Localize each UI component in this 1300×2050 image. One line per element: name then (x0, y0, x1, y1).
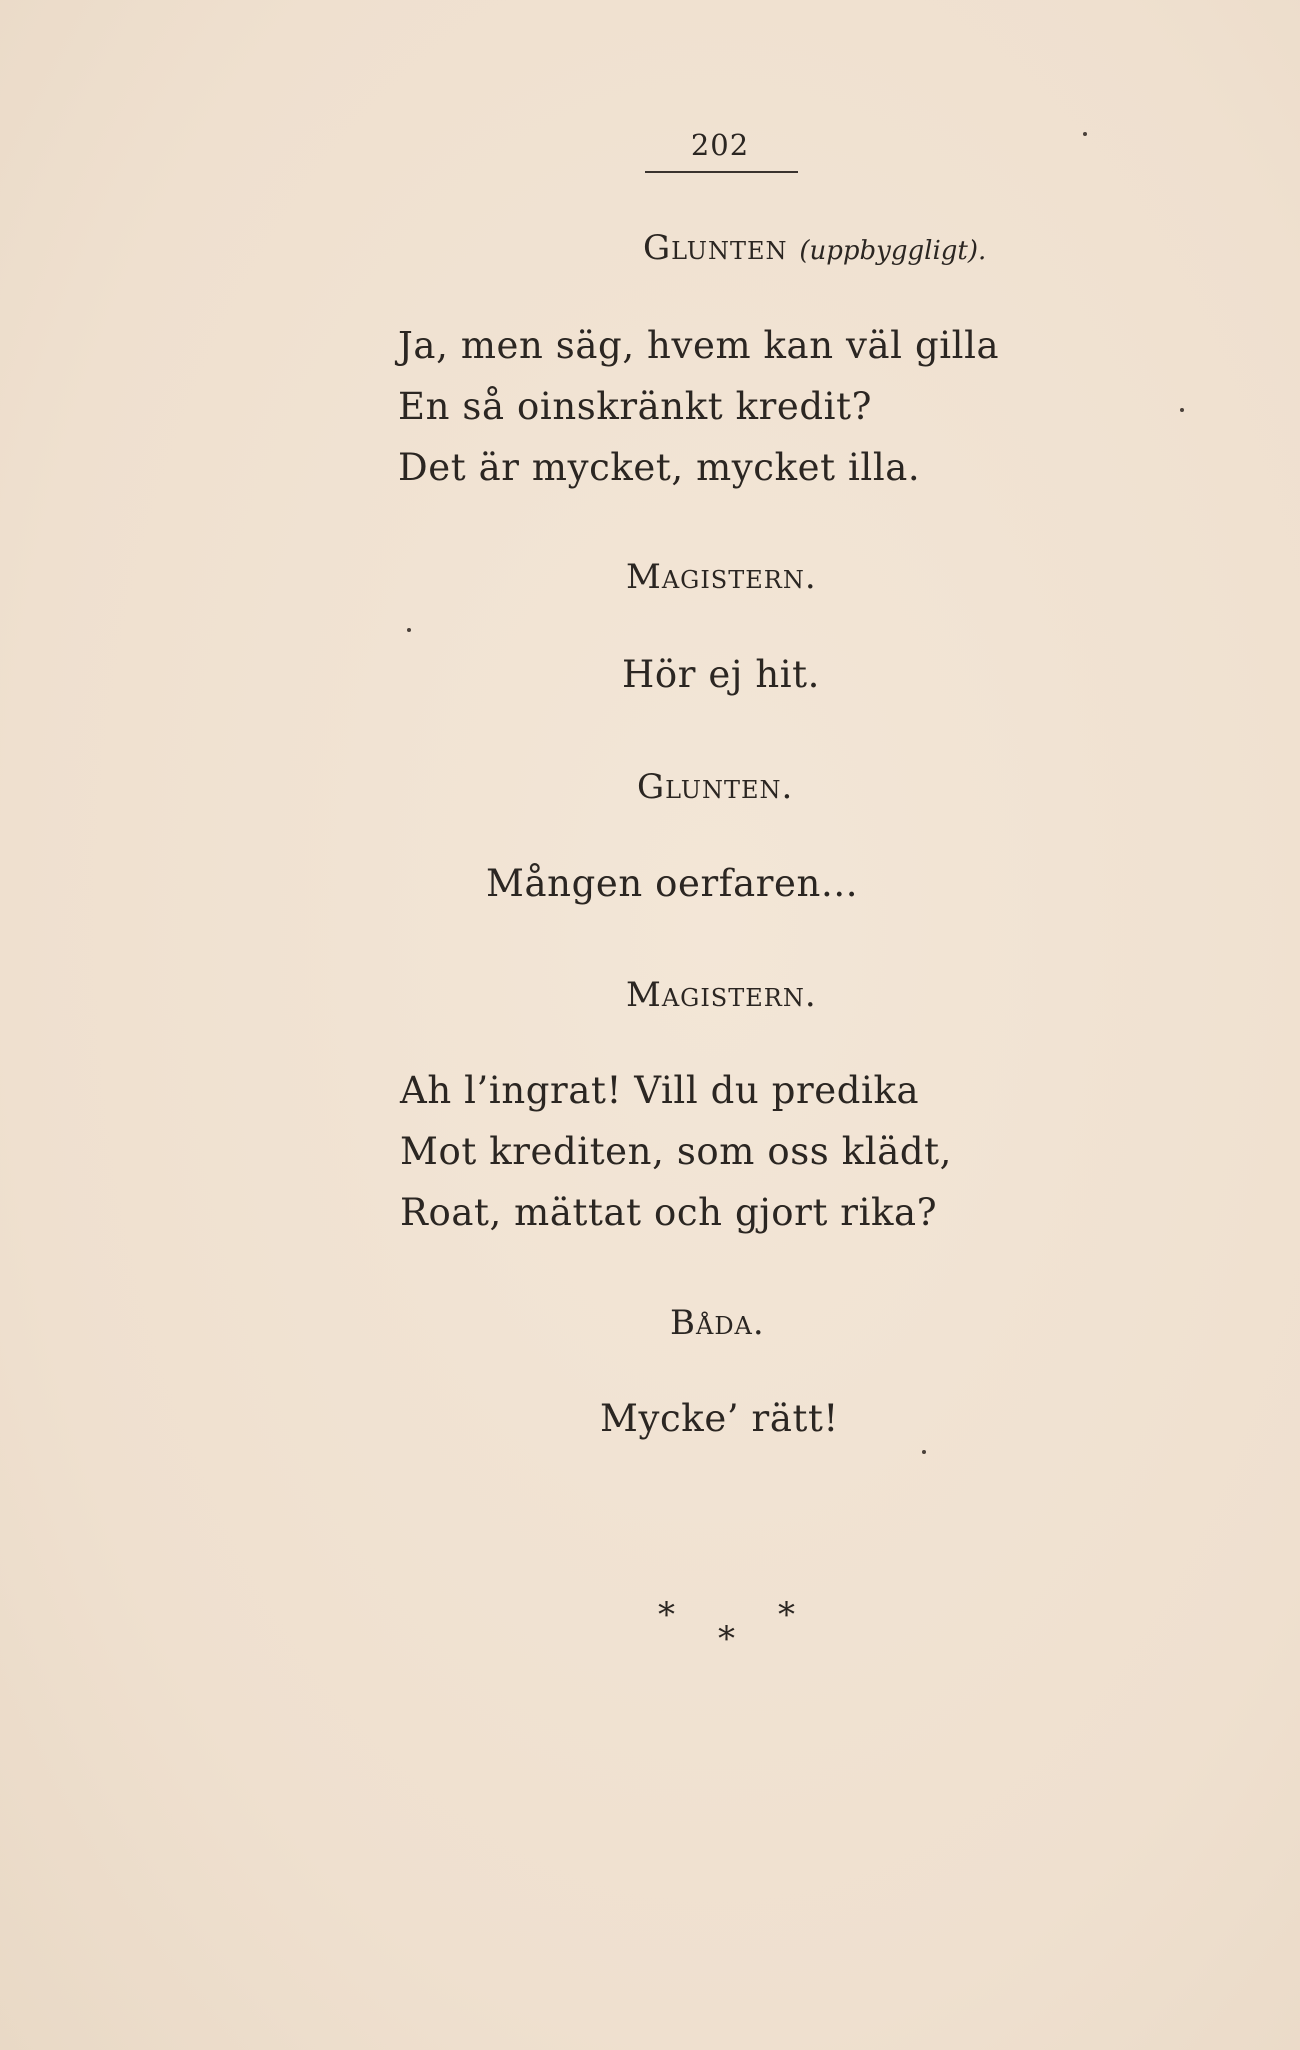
speaker-heading (626, 975, 817, 1015)
header-rule (645, 171, 798, 173)
verse-stanza (600, 1388, 839, 1449)
speaker-heading (670, 1303, 765, 1343)
verse-line: Ah l’ingrat! Vill du predika (400, 1069, 920, 1112)
speaker-heading (643, 228, 986, 268)
ornament-asterisk: * (718, 1619, 735, 1659)
speaker-name: Magistern. (626, 975, 817, 1015)
page-number: 202 (690, 128, 750, 162)
verse-line: Ja, men säg, hvem kan väl gilla (398, 324, 1000, 367)
verse-line: En så oinskränkt kredit? (398, 385, 873, 428)
paper-speck (922, 1450, 926, 1454)
verse-line: Roat, mättat och gjort rika? (400, 1191, 938, 1234)
verse-line: Det är mycket, mycket illa. (398, 446, 921, 489)
stage-direction: (uppbyggligt). (799, 236, 987, 266)
verse-line: Hör ej hit. (622, 653, 821, 696)
verse-stanza (400, 1060, 952, 1243)
speaker-name: Glunten. (637, 767, 794, 807)
ornament-asterisk: * (658, 1595, 675, 1635)
speaker-name: Glunten (643, 228, 788, 268)
paper-speck (407, 628, 411, 632)
verse-stanza (622, 644, 820, 705)
verse-line: Mycke’ rätt! (600, 1397, 839, 1440)
verse-stanza (486, 853, 858, 914)
verse-stanza (398, 315, 999, 498)
verse-line: Mången oerfaren... (486, 862, 859, 905)
verse-line: Mot krediten, som oss klädt, (400, 1130, 952, 1173)
paper-speck (1180, 408, 1184, 412)
paper-speck (1083, 132, 1087, 136)
ornament-asterisk: * (778, 1595, 795, 1635)
speaker-heading (637, 767, 793, 807)
speaker-name: Båda. (670, 1303, 765, 1343)
speaker-name: Magistern. (626, 557, 817, 597)
speaker-heading (626, 557, 817, 597)
